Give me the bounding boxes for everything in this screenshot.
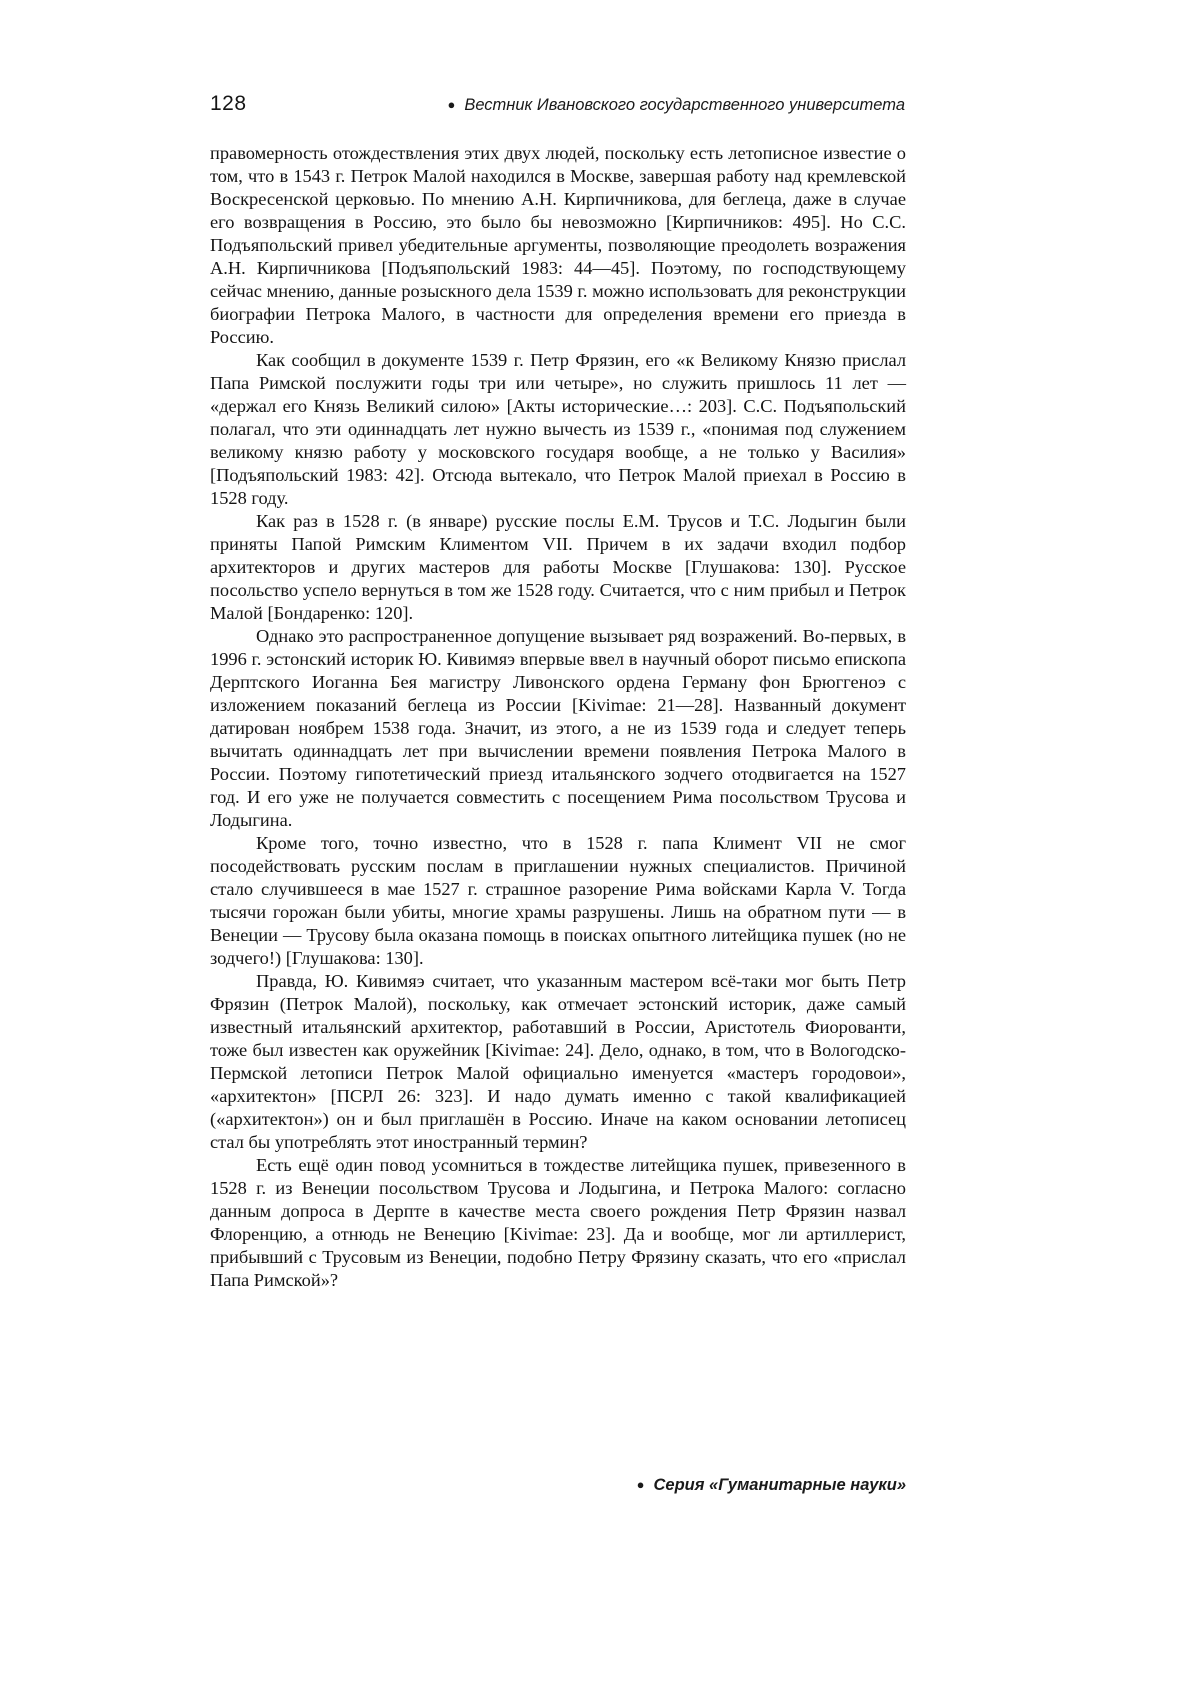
- paragraph: Однако это распространенное допущение вызывает ряд возражений. Во-первых, в 1996 г. эстонский историк Ю. Кивимяэ впервые ввел в научный оборот письмо епископа Дерптского Иоганна Бея магистру Ливонского ордена Герману фон Брюггеноэ с изложением показаний беглеца из России [Kivimae: 21—28]. Названный документ датирован ноябрем 1538 года. Значит, из этого, а не из 1539 года и следует теперь вычитать одиннадцать лет при вычислении времени появления Петрока Малого в России. Поэтому гипотетический приезд итальянского зодчего отодвигается на 1527 год. И его уже не получается совместить с посещением Рима посольством Трусова и Лодыгина.: [210, 626, 906, 830]
- footer-text: Серия «Гуманитарные науки»: [653, 1476, 906, 1494]
- paragraph: Как раз в 1528 г. (в январе) русские послы Е.М. Трусов и Т.С. Лодыгин были приняты Папой Римским Климентом VII. Причем в их задачи входил подбор архитекторов и других мастеров для работы Москве [Глушакова: 130]. Русское посольство успело вернуться в том же 1528 году. Считается, что с ним прибыл и Петрок Малой [Бондаренко: 120].: [210, 511, 906, 623]
- page-number: 128: [210, 92, 247, 115]
- running-title-text: Вестник Ивановского государственного университета: [464, 96, 905, 114]
- running-title: [447, 96, 905, 115]
- bullet-icon: ●: [636, 1477, 645, 1492]
- paragraph: Как сообщил в документе 1539 г. Петр Фрязин, его «к Великому Князю прислал Папа Римской послужити годы три или четыре», но служить пришлось 11 лет — «держал его Князь Великий силою» [Акты исторические…: 203]. С.С. Подъяпольский полагал, что эти одиннадцать лет нужно вычесть из 1539 г., «понимая под служением великому князю работу у московского государя вообще, а не только у Василия» [Подъяпольский 1983: 42]. Отсюда вытекало, что Петрок Малой приехал в Россию в 1528 году.: [210, 350, 906, 508]
- page-header: [210, 92, 905, 116]
- paragraph: Есть ещё один повод усомниться в тождестве литейщика пушек, привезенного в 1528 г. из Венеции посольством Трусова и Лодыгина, и Петрока Малого: согласно данным допроса в Дерпте в качестве места своего рождения Петр Фрязин назвал Флоренцию, а отнюдь не Венецию [Kivimae: 23]. Да и вообще, мог ли артиллерист, прибывший с Трусовым из Венеции, подобно Петру Фрязину сказать, что его «прислал Папа Римской»?: [210, 1155, 906, 1290]
- paragraph: Правда, Ю. Кивимяэ считает, что указанным мастером всё-таки мог быть Петр Фрязин (Петрок Малой), поскольку, как отмечает эстонский историк, даже самый известный итальянский архитектор, работавший в России, Аристотель Фиорованти, тоже был известен как оружейник [Kivimae: 24]. Дело, однако, в том, что в Вологодско-Пермской летописи Петрок Малой официально именуется «мастеръ городовои», «архитектон» [ПСРЛ 26: 323]. И надо думать именно с такой квалификацией («архитектон») он и был приглашён в Россию. Иначе на каком основании летописец стал бы употреблять этот иностранный термин?: [210, 971, 906, 1152]
- paragraph: Кроме того, точно известно, что в 1528 г. папа Климент VII не смог посодействовать русским послам в приглашении нужных специалистов. Причиной стало случившееся в мае 1527 г. страшное разорение Рима войсками Карла V. Тогда тысячи горожан были убиты, многие храмы разрушены. Лишь на обратном пути — в Венеции — Трусову была оказана помощь в поисках опытного литейщика пушек (но не зодчего!) [Глушакова: 130].: [210, 833, 906, 968]
- bullet-icon: ●: [447, 97, 456, 112]
- page-footer: [210, 1476, 906, 1495]
- paragraph: правомерность отождествления этих двух людей, поскольку есть летописное известие о том, что в 1543 г. Петрок Малой находился в Москве, завершая работу над кремлевской Воскресенской церковью. По мнению А.Н. Кирпичникова, для беглеца, даже в случае его возвращения в Россию, это было бы невозможно [Кирпичников: 495]. Но С.С. Подъяпольский привел убедительные аргументы, позволяющие преодолеть возражения А.Н. Кирпичникова [Подъяпольский 1983: 44—45]. Поэтому, по господствующему сейчас мнению, данные розыскного дела 1539 г. можно использовать для реконструкции биографии Петрока Малого, в частности для определения времени его приезда в Россию.: [210, 143, 906, 347]
- article-body: [210, 142, 906, 1292]
